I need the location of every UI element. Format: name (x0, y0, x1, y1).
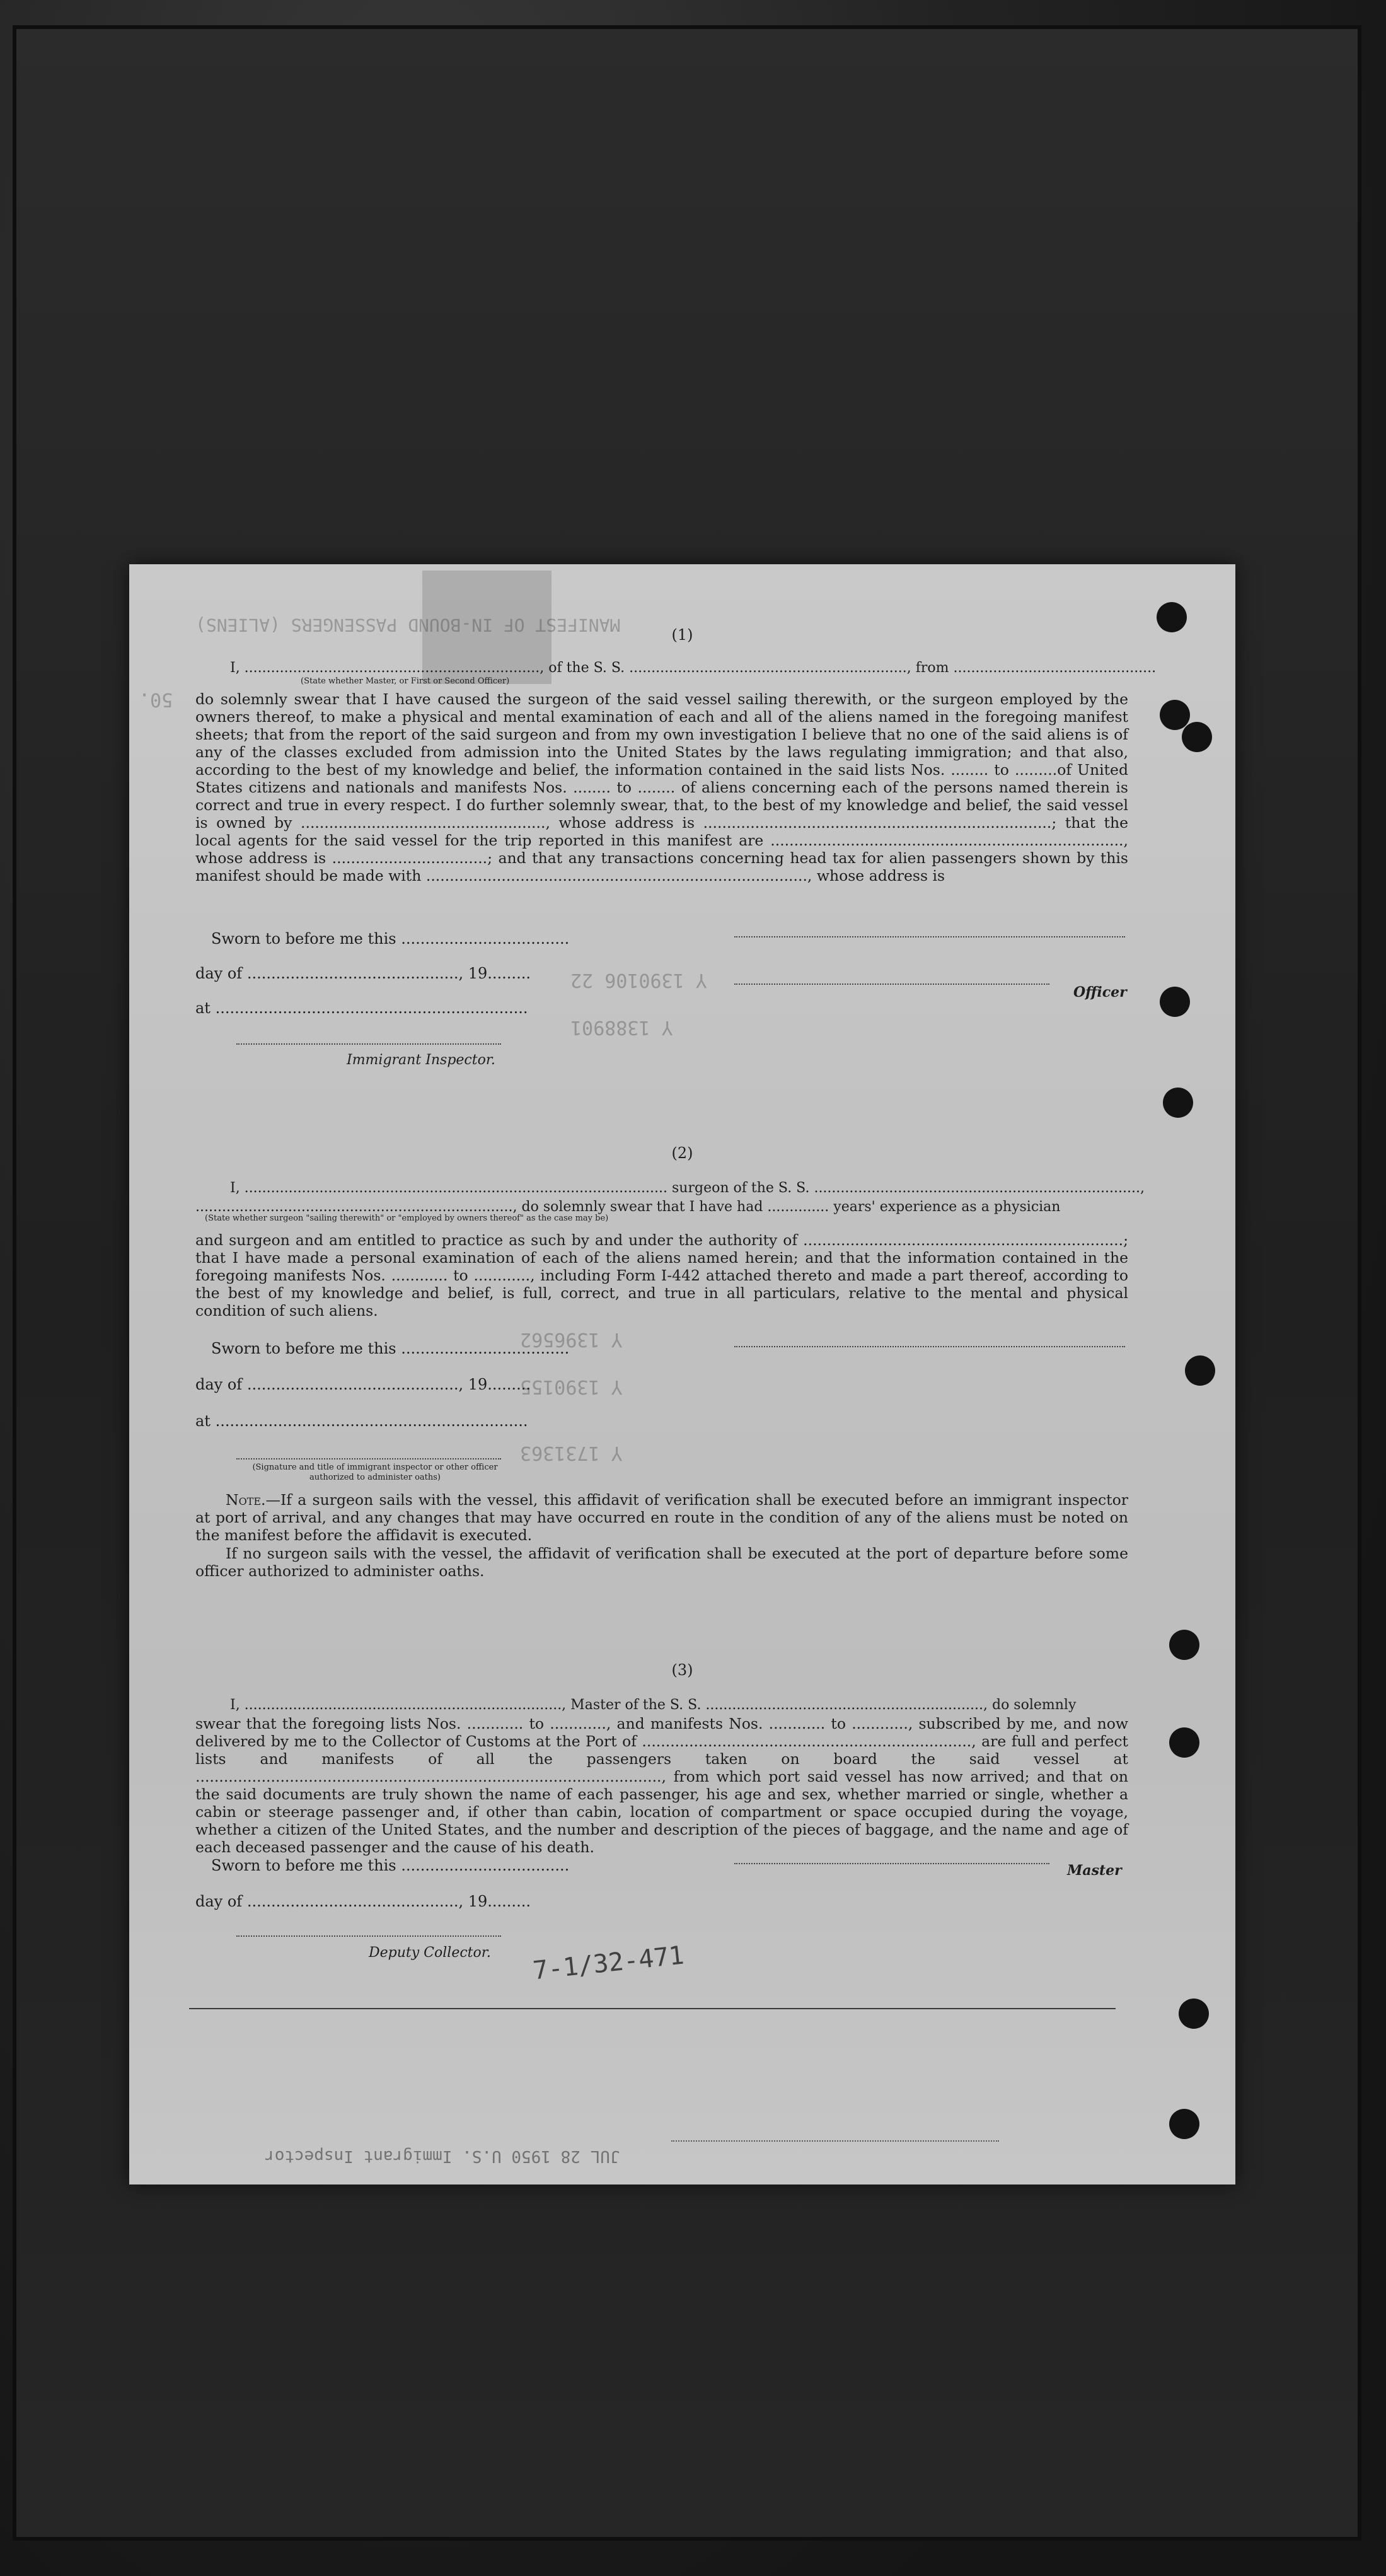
section-3-opening-line: I, ........................................................................, Master of the S. S. ..............................................................., do solemnly (230, 1697, 1077, 1713)
inspector-signature-line (671, 2140, 999, 2142)
punch-hole (1163, 1088, 1193, 1118)
section-1-number: (1) (671, 626, 693, 644)
inspector-stamp: JUL 28 1950 U.S. Immigrant Inspector (265, 2147, 620, 2166)
punch-hole (1169, 2109, 1199, 2139)
bleed-through-heading: MANIFEST OF IN-BOUND PASSENGERS (ALIENS) (195, 615, 621, 635)
handwritten-number: 7-1/32-471 (531, 1941, 686, 1986)
punch-hole (1160, 700, 1190, 730)
section-2-sig-hint: (Signature and title of immigrant inspector or other officer authorized to administer oaths) (252, 1463, 498, 1482)
punch-hole (1160, 987, 1190, 1017)
manifest-back-page (129, 564, 1235, 2184)
bleed-through-line: Y 1388901 (570, 1016, 673, 1038)
section-1-sworn: Sworn to before me this ................................... (211, 930, 570, 948)
section-3-master-line (734, 1863, 1049, 1864)
note-text: —If a surgeon sails with the vessel, this affidavit of verification shall be executed before an immigrant inspector at port of arrival, and any changes that may have occurred en route in the condition of any of the aliens must be noted on the manifest before the affidavit is executed. (195, 1491, 1128, 1544)
bleed-through-line: Y 1390155 (520, 1376, 623, 1398)
section-2-at: at ................................................................. (195, 1412, 528, 1430)
section-1-opening-line: I, ..................................................................., of the S. S. ..............................................................., from .............................................. (230, 660, 1157, 676)
section-3-sworn: Sworn to before me this ................................... (211, 1857, 570, 1874)
punch-hole (1182, 722, 1212, 752)
section-3-collector-label: Deputy Collector. (369, 1945, 491, 1961)
section-2-sworn: Sworn to before me this ................................... (211, 1340, 570, 1357)
section-2-sig-line (734, 1346, 1125, 1347)
section-2-opening-line: I, ................................................................................................ surgeon of the S. S. .........................................................................., (230, 1180, 1145, 1196)
punch-hole (1169, 1630, 1199, 1660)
section-1-officer-line (734, 983, 1049, 985)
section-2-note-2: If no surgeon sails with the vessel, the affidavit of verification shall be executed at the port of departure before some officer authorized to administer oaths. (195, 1545, 1128, 1580)
bleed-through-line: Y 1396562 (520, 1328, 623, 1350)
section-1-sig-line (734, 936, 1125, 937)
section-1-day-of: day of ............................................, 19......... (195, 965, 531, 982)
section-2-note (195, 1491, 1128, 1544)
section-1-inspector-label: Immigrant Inspector. (347, 1052, 495, 1068)
section-2-surgeon-hint: (State whether surgeon "sailing therewith" or "employed by owners thereof" as the case may be) (205, 1214, 609, 1223)
section-2-body: and surgeon and am entitled to practice as such by and under the authority of ....................................................................; that I have made a personal examination of each of the aliens named herein; and that the information contained in the foregoing manifests Nos. ............ to ............, including Form I-442 attached thereto and made a part thereof, according to the best of my knowledge and belief, is full, correct, and true in all particulars, relative to the mental and physical condition of such aliens. (195, 1231, 1128, 1320)
section-3-day-of: day of ............................................, 19......... (195, 1893, 531, 1910)
punch-hole (1169, 1727, 1199, 1758)
bleed-through-line: Y 1390106 22 (570, 969, 707, 991)
bottom-rule (189, 2008, 1116, 2009)
section-2-day-of: day of ............................................, 19......... (195, 1376, 531, 1393)
section-3-master-label: Master (1067, 1862, 1122, 1879)
section-1-at: at ................................................................. (195, 999, 528, 1017)
bleed-through-margin: 50. (139, 688, 173, 711)
bleed-through-line: Y 1731363 (520, 1442, 623, 1464)
section-1-body: do solemnly swear that I have caused the surgeon of the said vessel sailing therewith, or the surgeon employed by the owners thereof, to make a physical and mental examination of each and all of the aliens named in the foregoing manifest sheets; that from the report of the said surgeon and from my own investigation I believe that no one of the said aliens is of any of the classes excluded from admission into the United States by the laws regulating immigration; and that also, according to the best of my knowledge and belief, the information contained in the said lists Nos. ........ to .........of United States citizens and nationals and manifests Nos. ........ to ........ of aliens concerning each of the persons named therein is correct and true in every respect. I do further solemnly swear, that, to the best of my knowledge and belief, the said vessel is owned by ...................................................., whose address is ..........................................................................; that the local agents for the said vessel for the trip reported in this manifest are ..........................................................................., whose address is .................................; and that any transactions concerning head tax for alien passengers shown by this manifest should be made with ................................................................................., whose address is (195, 690, 1128, 885)
section-2-swear-line: ........................................................................, do solemnly swear that I have had .............. years' experience as a physician (195, 1199, 1061, 1215)
section-3-number: (3) (671, 1661, 693, 1679)
section-3-collector-sig-line (236, 1935, 501, 1937)
section-2-number: (2) (671, 1144, 693, 1162)
punch-hole (1185, 1355, 1215, 1386)
punch-hole (1179, 1999, 1209, 2029)
section-1-officer-label: Officer (1073, 984, 1127, 1001)
section-1-inspector-sig-line (236, 1043, 501, 1045)
section-1-role-hint: (State whether Master, or First or Second Officer) (301, 676, 510, 686)
section-2-inspector-sig-line (236, 1458, 501, 1459)
note-label: Note. (226, 1491, 266, 1509)
section-3-body: swear that the foregoing lists Nos. ............ to ............, and manifests Nos. ............ to ............, subscribed by me, and now delivered by me to the Collector of Customs at the Port of ......................................................................, are full and perfect lists and manifests of all the passengers taken on board the said vessel at ..................................................................................................., from which port said vessel has now arrived; and that on the said documents are truly shown the name of each passenger, his age and sex, whether married or single, whether a cabin or steerage passenger and, if other than cabin, location of compartment or space occupied during the voyage, whether a citizen of the United States, and the number and description of the pieces of baggage, and the name and age of each deceased passenger and the cause of his death. (195, 1715, 1128, 1856)
